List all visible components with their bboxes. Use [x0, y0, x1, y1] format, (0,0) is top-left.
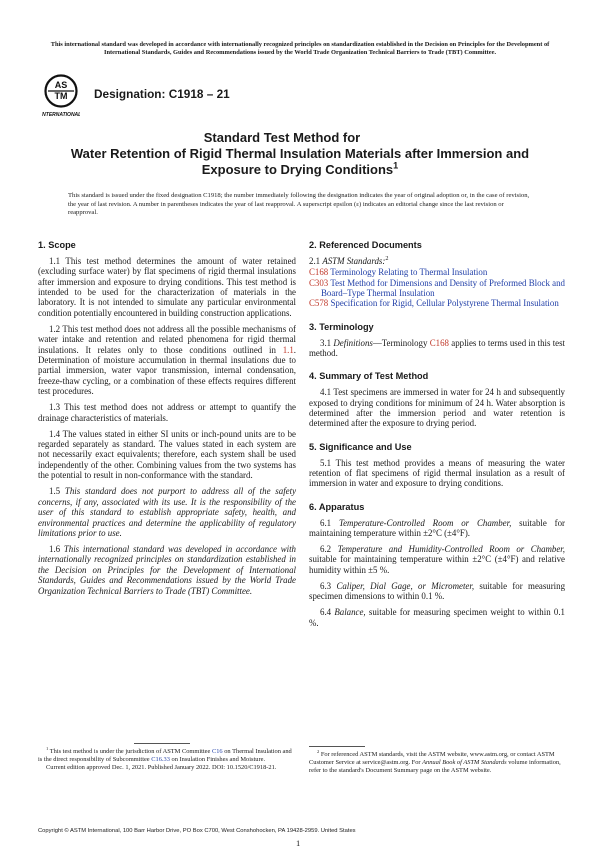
para-1-2 — [38, 324, 296, 397]
para-1-6-num: 1.6 — [49, 543, 64, 554]
footnote-1 — [38, 745, 296, 772]
para-6-1-label: Temperature-Controlled Room or Chamber, — [338, 517, 512, 528]
footnote-1-part-2: on Thermal Insulation and is the direct responsibility of Subcommittee — [38, 748, 292, 764]
para-1-4: 1.4 The values stated in either SI units or inch-pound units are to be regarded separately as standard. The values stated in each system are not necessarily exact equivalents; therefore, each system shall be used independently of the other. Combining values from the two systems has the potential to result in non-conformance with the standard. — [38, 428, 296, 481]
para-6-2-label: Temperature and Humidity-Controlled Room or Chamber, — [337, 544, 565, 555]
ref-code-c578[interactable]: C578 — [309, 298, 329, 309]
astm-logo — [42, 74, 80, 120]
summary-heading: 4. Summary of Test Method — [309, 371, 429, 382]
ref-name[interactable]: Terminology Relating to Thermal Insulation — [330, 267, 488, 278]
astm-logo-icon — [42, 74, 80, 120]
svg-text:TM: TM — [54, 91, 68, 101]
para-6-3-num: 6.3 — [320, 580, 337, 591]
footnote-2-part-1: For referenced ASTM standards, visit the ASTM website, www.astm.org, or contact ASTM Customer Service at service@astm.org. For — [309, 751, 555, 767]
terminology-heading: 3. Terminology — [309, 321, 374, 332]
para-1-2-text-a: 1.2 This test method does not address all the possible mechanisms of water intake and retention and related phenomena for rigid thermal insulations. It relates only to those conditions outlined in — [38, 323, 296, 355]
footnote-left — [38, 743, 296, 772]
para-6-3 — [309, 581, 565, 602]
footnote-2-part-2: volume information, refer to the standard's Document Summary page on the ASTM website. — [309, 759, 561, 775]
astm-standards-num: 2.1 — [309, 255, 323, 266]
significance-heading: 5. Significance and Use — [309, 441, 412, 452]
astm-standards-label — [309, 256, 565, 266]
subcommittee-c16-33-link[interactable]: C16.33 — [151, 756, 170, 764]
referenced-heading: 2. Referenced Documents — [309, 240, 422, 250]
para-1-6 — [38, 544, 296, 596]
issued-note: This standard is issued under the fixed designation C1918; the number immediately following the designation indicates the year of original adoption or, in the case of revision, the year of last revision. A number in parentheses indicates the year of last reapproval. A superscript epsilon (ε) indicates an editorial change since the last revision or reapproval. — [68, 192, 530, 216]
footnote-2-mark: 2 — [317, 748, 320, 754]
footnote-rule — [134, 743, 190, 744]
footnote-1-edition: Current edition approved Dec. 1, 2021. Published January 2022. DOI: 10.1520/C1918-21. — [46, 764, 277, 772]
apparatus-heading: 6. Apparatus — [309, 501, 365, 512]
footnote-1-part-1: This test method is under the jurisdiction of ASTM Committee — [48, 748, 212, 755]
para-4-1: 4.1 Test specimens are immersed in water for 24 h and subsequently exposed to drying conditions for minimum of 24 h. Water absorption is determined after the immersion period and water retention is determined after the exposure to drying period. — [309, 387, 565, 429]
title-line-2 — [40, 146, 560, 178]
section-apparatus — [309, 502, 565, 628]
section-summary — [309, 371, 565, 428]
ref-code-c303[interactable]: C303 — [309, 277, 329, 288]
para-6-4-num: 6.4 — [320, 607, 335, 618]
footnote-2-book-title: Annual Book of ASTM Standards — [422, 759, 507, 767]
ref-name[interactable]: Specification for Rigid, Cellular Polystyrene Thermal Insulation — [330, 298, 559, 309]
section-significance — [309, 442, 565, 489]
ref-item[interactable] — [309, 278, 565, 299]
para-3-1-text-b: applies to terms used in this test method. — [309, 337, 566, 359]
footnote-1-mark: 1 — [46, 745, 49, 751]
para-6-3-text: suitable for measuring specimen dimensions to within 0.1 %. — [309, 580, 566, 602]
title-line-1: Standard Test Method for — [203, 130, 361, 145]
para-6-1-text: suitable for maintaining temperature within ±2°C (±4°F). — [309, 517, 566, 539]
ref-item[interactable] — [309, 298, 565, 308]
para-1-6-text: This international standard was developed in accordance with internationally recognized principles on standardization established in the Decision on Principles for the Development of International Standards, Guides and Recommendations issued by the World Trade Organization Technical Barriers to Trade (TBT) Committee. — [38, 543, 296, 596]
scope-heading: 1. Scope — [38, 240, 76, 250]
para-6-4 — [309, 607, 565, 628]
footnote-2-text — [309, 748, 565, 775]
para-1-3: 1.3 This test method does not address or attempt to quantify the drainage characteristics of materials. — [38, 402, 296, 423]
logo-wordmark: INTERNATIONAL — [42, 112, 80, 118]
left-column — [38, 240, 296, 609]
section-scope — [38, 240, 296, 596]
definitions-label: Definitions — [333, 337, 373, 348]
para-6-2 — [309, 544, 565, 575]
para-5-1: 5.1 This test method provides a means of measuring the water retention of flat specimens of rigid thermal insulation as a result of immersion in water and exposure to drying conditions. — [309, 457, 565, 489]
section-referenced-documents — [309, 240, 565, 309]
copyright-footer: Copyright © ASTM International, 100 Barr Harbor Drive, PO Box C700, West Conshohocken, PA 19428-2959. United States — [38, 828, 356, 834]
ref-name[interactable]: Test Method for Dimensions and Density of Preformed Block and Board–Type Thermal Insulation — [321, 277, 565, 299]
astm-standards-text: ASTM Standards: — [322, 255, 386, 266]
para-6-1-num: 6.1 — [320, 517, 339, 528]
footnote-right — [309, 746, 565, 775]
committee-c16-link[interactable]: C16 — [211, 748, 223, 755]
svg-text:AS: AS — [54, 80, 68, 90]
para-3-1 — [309, 338, 565, 359]
title-text: Water Retention of Rigid Thermal Insulation Materials after Immersion and Exposure to Drying Conditions — [70, 146, 530, 177]
para-1-1: 1.1 This test method determines the amount of water retained (excluding surface water) by flat specimens of rigid thermal insulations after immersion and exposure to drying conditions. This test method is intended to be used for the characterization of materials in the laboratory. It is not intended to simulate any particular environmental condition potentially encountered in building construction applications. — [38, 255, 296, 318]
para-3-1-text-a: —Terminology — [372, 337, 430, 348]
para-6-4-text: suitable for measuring specimen weight to within 0.1 %. — [309, 607, 565, 628]
page-number: 1 — [296, 838, 301, 848]
footnote-2 — [309, 748, 565, 775]
para-1-5-num: 1.5 — [49, 486, 65, 497]
para-6-4-label: Balance, — [334, 607, 366, 618]
ref-code-c168[interactable]: C168 — [309, 267, 329, 278]
para-6-1 — [309, 518, 565, 539]
para-1-5-text: This standard does not purport to address all of the safety concerns, if any, associated with its use. It is the responsibility of the user of this standard to establish appropriate safety, health, and environmental practices and determine the applicability of regulatory limitations prior to use. — [38, 486, 297, 538]
para-6-3-label: Caliper, Dial Gage, or Micrometer, — [336, 580, 475, 591]
para-3-1-num: 3.1 — [320, 337, 334, 348]
tbt-notice: This international standard was developed in accordance with internationally recognized principles on standardization established in the Decision on Principles for the Development of International Standards, Guides and Recommendations issued by the World Trade Organization Technical Barriers to Trade (TBT) Committee. — [50, 41, 550, 57]
section-link-1-1[interactable]: 1.1 — [282, 344, 294, 355]
ref-link-c168[interactable]: C168 — [429, 337, 449, 348]
designation: Designation: C1918 – 21 — [94, 87, 230, 101]
para-6-2-text: suitable for maintaining temperature within ±2°C (±4°F) and relative humidity within ±5 %. — [309, 554, 565, 575]
ref-item[interactable] — [309, 267, 565, 277]
footnote-1-text — [38, 745, 296, 764]
para-1-2-text-b: . Determination of moisture accumulation in thermal insulations due to partial immersion, water vapor transmission, internal condensation, freeze-thaw cycling, or a combination of these effects requires different test procedures. — [38, 344, 296, 397]
right-column — [309, 240, 565, 641]
para-6-2-num: 6.2 — [320, 544, 338, 555]
section-terminology — [309, 322, 565, 359]
footnote-1-part-3: on Insulation Finishes and Moisture. — [169, 756, 266, 764]
astm-standards-mark: 2 — [385, 254, 389, 262]
title-footnote-mark[interactable]: 1 — [393, 160, 399, 171]
page-title — [40, 130, 560, 178]
para-1-5 — [38, 486, 296, 538]
footnote-rule — [309, 746, 365, 747]
